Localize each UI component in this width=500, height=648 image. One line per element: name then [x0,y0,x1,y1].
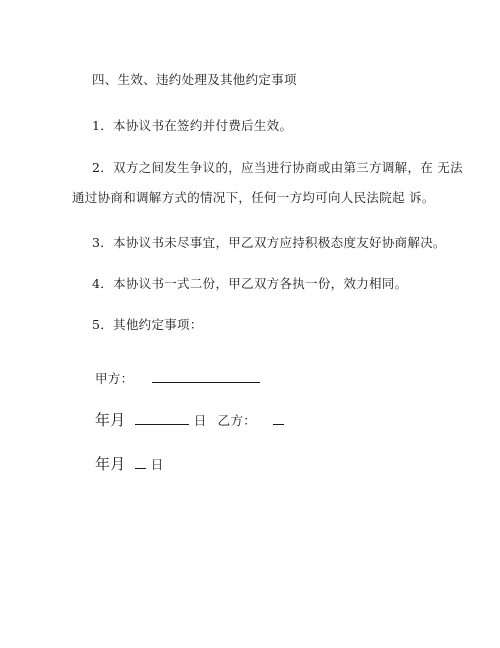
date-a-day: 日 [193,413,207,428]
clause-4: 4．本协议书一式二份，甲乙双方各执一份，效力相同。 [92,276,408,291]
party-b-signature-line [273,412,284,425]
date-b-row [95,455,164,474]
clause-1: 1．本协议书在签约并付费后生效。 [92,118,293,133]
party-a-row [95,370,260,387]
section-heading: 四、生效、违约处理及其他约定事项 [92,72,297,87]
date-a-blank [135,412,189,425]
clause-5: 5．其他约定事项： [92,317,203,332]
date-b-day: 日 [150,457,164,472]
date-b-year-month: 年月 [95,455,126,473]
date-a-party-b-row [95,411,284,430]
party-b-label: 乙方： [217,413,257,428]
date-b-blank [135,456,146,469]
clause-2-line-1: 2．双方之间发生争议的，应当进行协商或由第三方调解，在 无法 [92,160,463,175]
clause-3: 3．本协议书未尽事宜，甲乙双方应持积极态度友好协商解决。 [92,235,446,250]
clause-2-line-2: 通过协商和调解方式的情况下，任何一方均可向人民法院起 诉。 [72,190,435,205]
party-a-label: 甲方： [95,371,134,386]
date-a-year-month: 年月 [95,411,126,429]
party-a-signature-line [152,370,260,383]
